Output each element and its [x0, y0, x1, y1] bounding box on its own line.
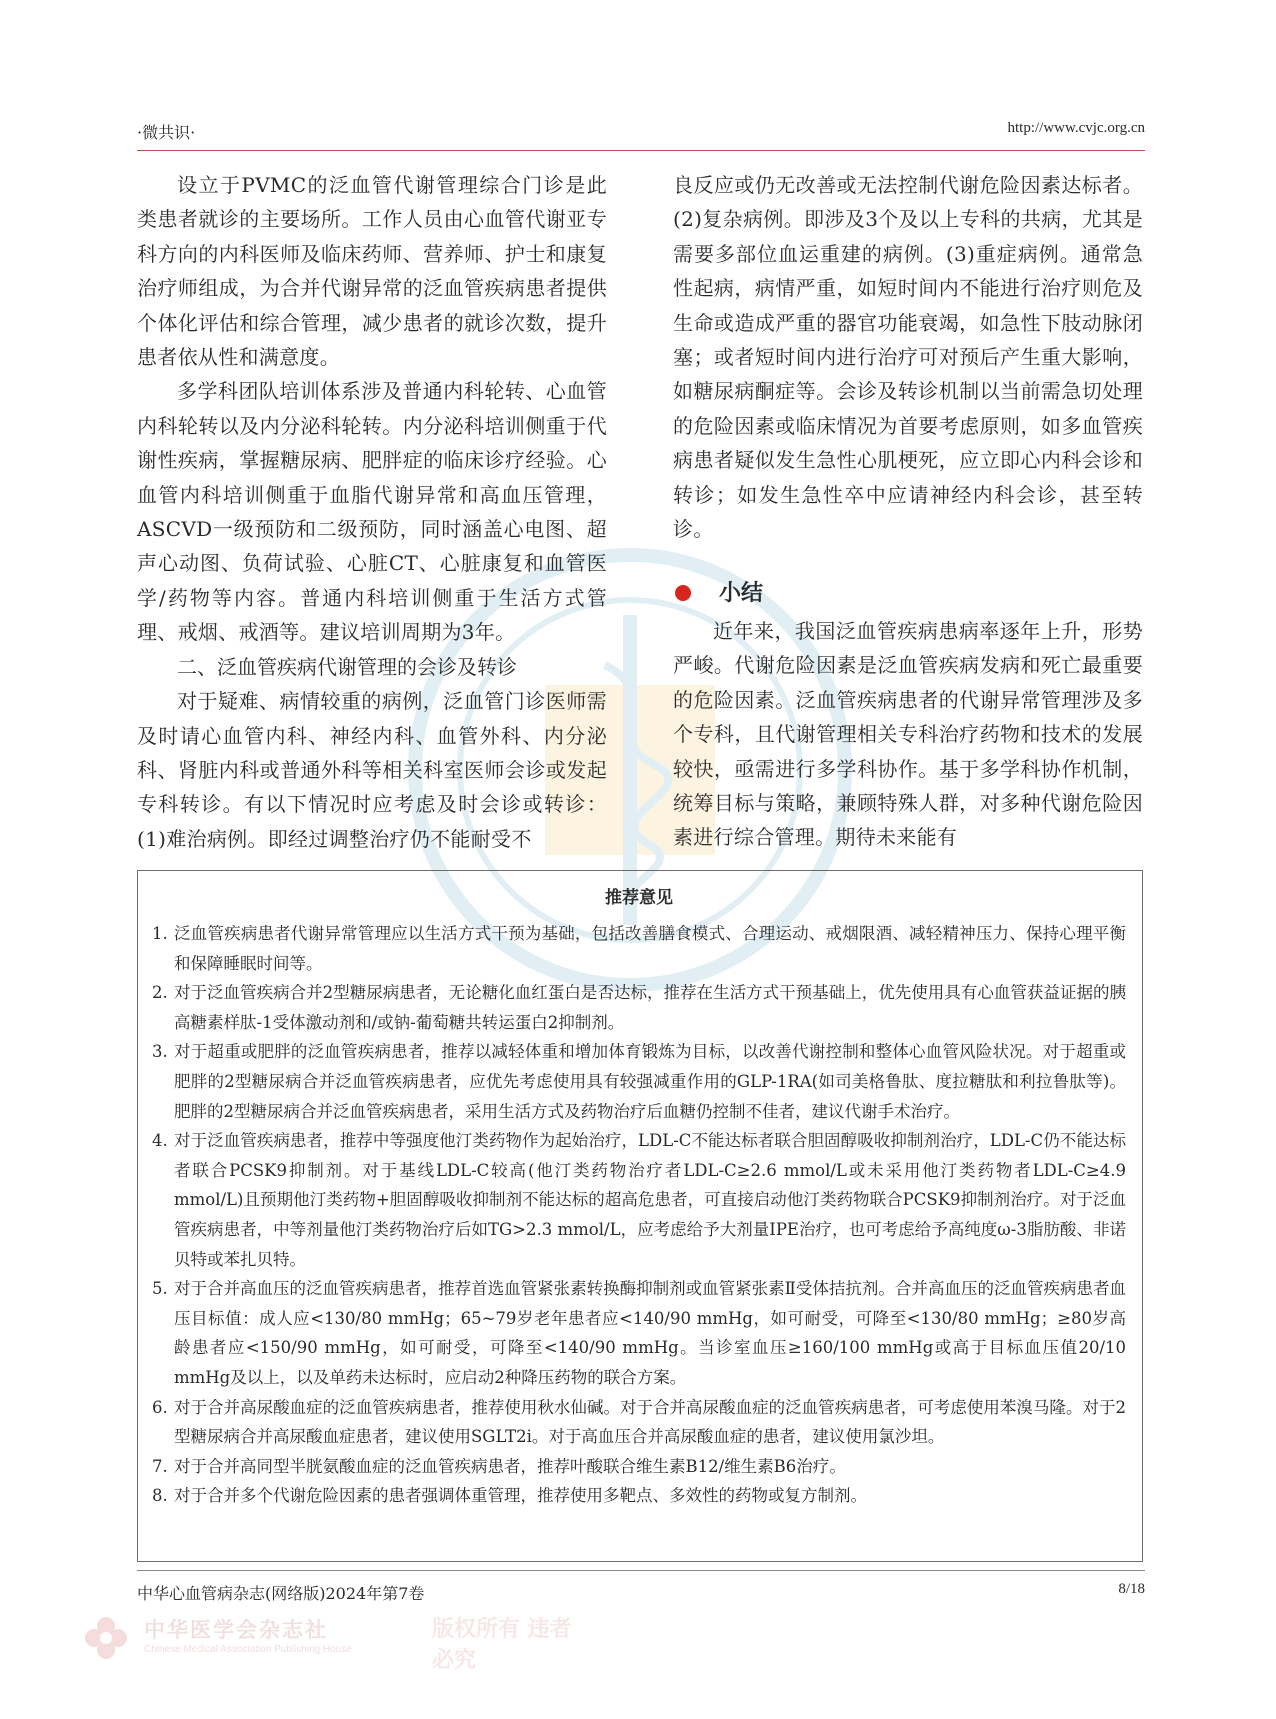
- recommendations-box: [137, 870, 1143, 1562]
- paragraph-consultation-continued: 良反应或仍无改善或无法控制代谢危险因素达标者。(2)复杂病例。即涉及3个及以上专科的共病，尤其是需要多部位血运重建的病例。(3)重症病例。通常急性起病，病情严重，如短时间内不能进行治疗则危及生命或造成严重的器官功能衰竭，如急性下肢动脉闭塞；或者短时间内进行治疗可对预后产生重大影响，如糖尿病酮症等。会诊及转诊机制以当前需急切处理的危险因素或临床情况为首要考虑原则，如多血管疾病患者疑似发生急性心肌梗死，应立即心内科会诊和转诊；如发生急性卒中应请神经内科会诊，甚至转诊。: [673, 173, 1143, 542]
- publisher-flower-logo-icon: [82, 1614, 130, 1662]
- recommendation-text: 对于合并高尿酸血症的泛血管疾病患者，推荐使用秋水仙碱。对于合并高尿酸血症的泛血管疾病患者，可考虑使用苯溴马隆。对于2型糖尿病合并高尿酸血症患者，建议使用SGLT2i。对于高血压合并高尿酸血症的患者，建议使用氯沙坦。: [174, 1397, 1126, 1447]
- recommendation-item: [152, 1393, 1126, 1452]
- recommendation-item: [152, 1037, 1126, 1126]
- recommendation-number: 4.: [152, 1131, 168, 1151]
- recommendation-text: 对于合并高同型半胱氨酸血症的泛血管疾病患者，推荐叶酸联合维生素B12/维生素B6治疗。: [174, 1456, 846, 1476]
- header-url-link[interactable]: http://www.cvjc.org.cn: [1007, 120, 1145, 136]
- recommendation-item: [152, 919, 1126, 978]
- paragraph-summary: 近年来，我国泛血管疾病患病率逐年上升，形势严峻。代谢危险因素是泛血管疾病发病和死亡最重要的危险因素。泛血管疾病患者的代谢异常管理涉及多个专科，且代谢管理相关专科治疗药物和技术的发展较快，亟需进行多学科协作。基于多学科协作机制，统筹目标与策略，兼顾特殊人群，对多种代谢危险因素进行综合管理。期待未来能有: [673, 619, 1143, 850]
- paragraph-training: 多学科团队培训体系涉及普通内科轮转、心血管内科轮转以及内分泌科轮转。内分泌科培训侧重于代谢性疾病，掌握糖尿病、肥胖症的临床诊疗经验。心血管内科培训侧重于血脂代谢异常和高血压管理，ASCVD一级预防和二级预防，同时涵盖心电图、超声心动图、负荷试验、心脏CT、心脏康复和血管医学/药物等内容。普通内科培训侧重于生活方式管理、戒烟、戒酒等。建议培训周期为3年。: [137, 379, 607, 645]
- section-title-summary: [673, 574, 1143, 614]
- recommendation-number: 6.: [152, 1397, 168, 1417]
- page-header: [137, 110, 1145, 151]
- section-title-text: 小结: [719, 581, 764, 606]
- right-text-column: [673, 168, 1143, 546]
- red-bullet-icon: [675, 585, 691, 601]
- header-section-label: ·微共识·: [137, 123, 196, 142]
- publisher-name-en: Chinese Medical Association Publishing House: [144, 1644, 352, 1655]
- paragraph-clinic-intro: 设立于PVMC的泛血管代谢管理综合门诊是此类患者就诊的主要场所。工作人员由心血管代谢亚专科方向的内科医师及临床药师、营养师、护士和康复治疗师组成，为合并代谢异常的泛血管疾病患者提供个体化评估和综合管理，减少患者的就诊次数，提升患者依从性和满意度。: [137, 173, 607, 370]
- subheading-consultation: 二、泛血管疾病代谢管理的会诊及转诊: [177, 654, 517, 679]
- recommendation-text: 泛血管疾病患者代谢异常管理应以生活方式干预为基础，包括改善膳食模式、合理运动、戒烟限酒、减轻精神压力、保持心理平衡和保障睡眠时间等。: [174, 924, 1126, 973]
- recommendation-item: [152, 1481, 1126, 1511]
- recommendation-item: [152, 1126, 1126, 1274]
- recommendation-text: 对于泛血管疾病合并2型糖尿病患者，无论糖化血红蛋白是否达标，推荐在生活方式干预基础上，优先使用具有心血管获益证据的胰高糖素样肽-1受体激动剂和/或钠-葡萄糖共转运蛋白2抑制剂。: [174, 983, 1126, 1032]
- recommendation-text: 对于泛血管疾病患者，推荐中等强度他汀类药物作为起始治疗，LDL-C不能达标者联合胆固醇吸收抑制剂治疗，LDL-C仍不能达标者联合PCSK9抑制剂。对于基线LDL-C较高(他汀类药物治疗者LDL-C≥2.6 mmol/L或未采用他汀类药物者LDL-C≥4.9 mmol/L)且预期他汀类药物+胆固醇吸收抑制剂不能达标的超高危患者，可直接启动他汀类药物联合PCSK9抑制剂治疗。对于泛血管疾病患者，中等剂量他汀类药物治疗后如TG>2.3 mmol/L，应考虑给予大剂量IPE治疗，也可考虑给予高纯度ω-3脂肪酸、非诺贝特或苯扎贝特。: [174, 1131, 1126, 1269]
- recommendation-number: 2.: [152, 983, 168, 1003]
- footer-page-number: 8/18: [1118, 1581, 1145, 1597]
- recommendation-item: [152, 1274, 1126, 1392]
- footer-journal-name: 中华心血管病杂志(网络版)2024年第7卷: [137, 1584, 425, 1603]
- recommendation-number: 7.: [152, 1456, 168, 1476]
- summary-column: [673, 614, 1143, 855]
- recommendation-number: 8.: [152, 1486, 168, 1506]
- recommendation-number: 5.: [152, 1279, 168, 1299]
- left-text-column: [137, 168, 607, 856]
- recommendation-item: [152, 978, 1126, 1037]
- recommendation-item: [152, 1452, 1126, 1482]
- recommendation-text: 对于合并多个代谢危险因素的患者强调体重管理，推荐使用多靶点、多效性的药物或复方制剂。: [174, 1486, 867, 1506]
- page-footer: [137, 1570, 1145, 1611]
- recommendations-title: 推荐意见: [605, 888, 673, 908]
- publisher-watermark: [82, 1610, 582, 1673]
- copyright-mark: 版权所有 违者必究: [432, 1617, 572, 1673]
- paragraph-consultation: 对于疑难、病情较重的病例，泛血管门诊医师需及时请心血管内科、神经内科、血管外科、内分泌科、肾脏内科或普通外科等相关科室医师会诊或发起专科转诊。有以下情况时应考虑及时会诊或转诊：(1)难治病例。即经过调整治疗仍不能耐受不: [137, 689, 607, 851]
- publisher-name-cn: 中华医学会杂志社: [144, 1617, 328, 1642]
- recommendation-number: 1.: [152, 924, 168, 943]
- recommendation-text: 对于合并高血压的泛血管疾病患者，推荐首选血管紧张素转换酶抑制剂或血管紧张素Ⅱ受体拮抗剂。合并高血压的泛血管疾病患者血压目标值：成人应<130/80 mmHg；65~79岁老年患者应<140/90 mmHg，如可耐受，可降至<130/80 mmHg；≥80岁高龄患者应<150/90 mmHg，如可耐受，可降至<140/90 mmHg。当诊室血压≥160/100 mmHg或高于目标血压值20/10 mmHg及以上，以及单药未达标时，应启动2种降压药物的联合方案。: [174, 1279, 1126, 1387]
- recommendation-text: 对于超重或肥胖的泛血管疾病患者，推荐以减轻体重和增加体育锻炼为目标，以改善代谢控制和整体心血管风险状况。对于超重或肥胖的2型糖尿病合并泛血管疾病患者，应优先考虑使用具有较强减重作用的GLP-1RA(如司美格鲁肽、度拉糖肽和利拉鲁肽等)。肥胖的2型糖尿病合并泛血管疾病患者，采用生活方式及药物治疗后血糖仍控制不佳者，建议代谢手术治疗。: [174, 1042, 1126, 1121]
- recommendation-number: 3.: [152, 1042, 168, 1062]
